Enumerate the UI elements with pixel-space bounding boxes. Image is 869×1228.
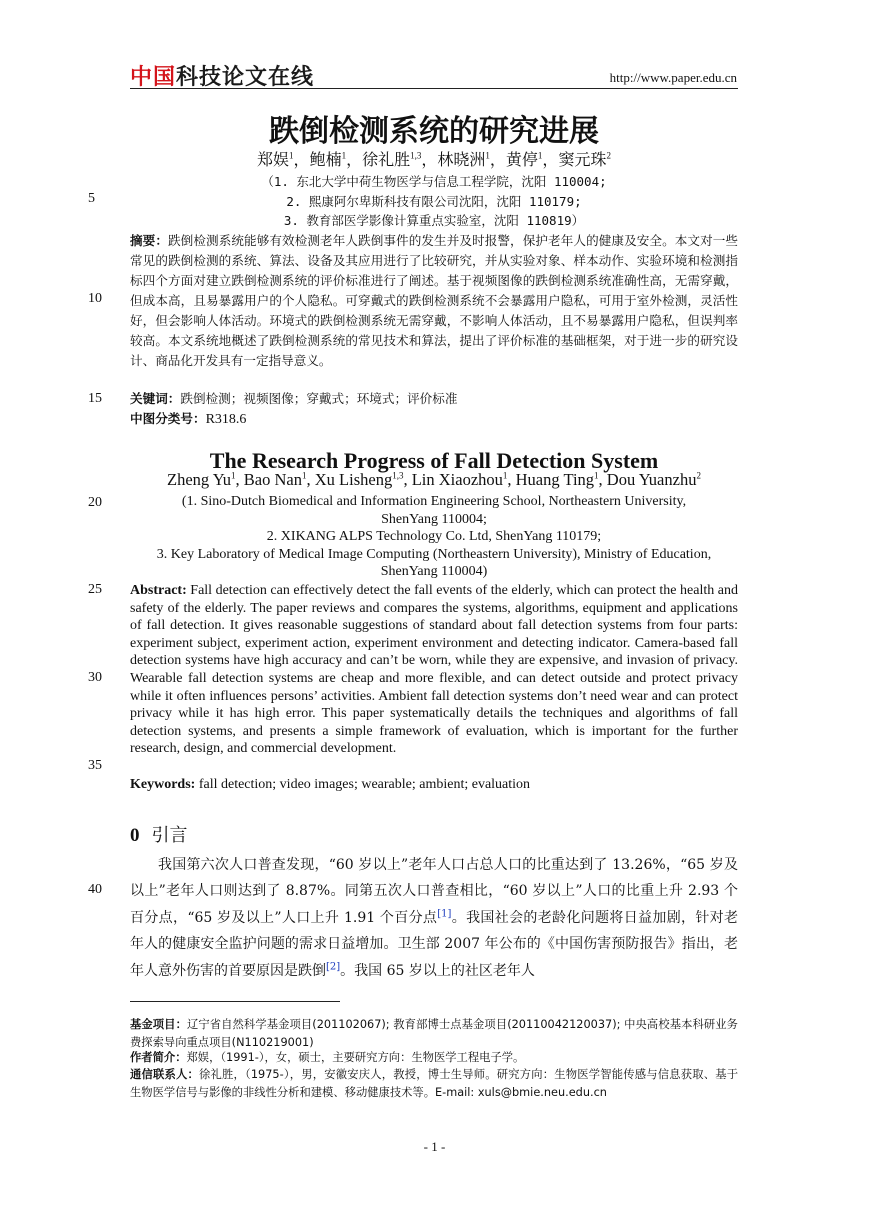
abstract-cn-text: 跌倒检测系统能够有效检测老年人跌倒事件的发生并及时报警，保护老年人的健康及安全。本文对一些常见的跌倒检测的系统、算法、设备及其应用进行了比较研究，并从实验对象、样本动作、实验环境和检测指标四个方面对建立跌倒检测系统的评价标准进行了阐述。基于视频图像的跌倒检测系统准确性高，无需穿戴，但成本高，且易暴露用户的个人隐私。可穿戴式的跌倒检测系统不会暴露用户隐私，可用于室外检测，灵活性好，但会影响人体活动。环境式的跌倒检测系统无需穿戴，不影响人体活动，且不易暴露用户隐私，但误判率较高。本文系统地概述了跌倒检测系统的常见技术和算法，提出了评价标准的基础框架，对于进一步的研究设计、商品化开发具有一定指导意义。 xyxy=(130,233,739,368)
footnote-rule xyxy=(130,1001,340,1002)
line-number: 5 xyxy=(88,191,95,206)
clc-number xyxy=(130,409,738,430)
abstract-en-text: Fall detection can effectively detect the fall events of the elderly, which can protect the health and safety of the elderly. The paper reviews and compares the systems, algorithms, equipment and applications of fall detection. It gives reasonable suggestions of standard about fall detection systems from four parts: experiment subject, experiment action, experiment environment and detecting indicator. Camera-based fall detection systems have high accuracy and can’t be worn, while they are expensive, and invasion of privacy. Wearable fall detection systems are cheap and more flexible, and can detect outside and protect privacy while it often influences persons’ activities. Ambient fall detection systems don’t need wear and can protect privacy while it has high error. This paper systematically details the techniques and algorithms of fall detection systems, and presents a simple framework of evaluation, which is important for the further research, design, and commercial development. xyxy=(130,583,738,757)
affiliation-cn-1: （1. 东北大学中荷生物医学与信息工程学院，沈阳 110004; xyxy=(261,174,607,189)
intro-text-1: 我国第六次人口普查发现，“60 岁以上”老年人口占总人口的比重达到了 13.26%，“65 岁及以上”老年人口则达到了 8.87%。同第五次人口普查相比，“60 岁以上”人口的比重上升 2.93 个百分点，“65 岁及以上”人口上升 1.91 个百分点 xyxy=(130,857,738,926)
title-cn: 跌倒检测系统的研究进展 xyxy=(269,114,599,149)
title-en: The Research Progress of Fall Detection System xyxy=(209,448,659,473)
header-rule xyxy=(130,88,738,89)
line-number: 20 xyxy=(88,495,102,510)
author-en-name: Lin Xiaozhou xyxy=(411,470,503,489)
author-cn-affiliation-mark: 1 xyxy=(485,150,490,161)
journal-logo xyxy=(130,60,314,91)
contact-text: 徐礼胜，（1975-），男，安徽安庆人，教授，博士生导师。研究方向：生物医学智能传感与信息获取、基于生物医学信号与影像的非线性分析和建模、移动健康技术等。E-mail: xuls@bmie.neu.edu.cn xyxy=(130,1068,738,1099)
journal-url[interactable]: http://www.paper.edu.cn xyxy=(609,70,737,85)
abstract-en-label: Abstract: xyxy=(130,583,187,598)
affiliation-cn-2: 2. 熙康阿尔卑斯科技有限公司沈阳，沈阳 110179; xyxy=(286,194,582,209)
affiliation-cn-3: 3. 教育部医学影像计算重点实验室，沈阳 110819） xyxy=(283,213,585,228)
logo-dark-text: 科技论文在线 xyxy=(176,65,315,90)
section-title: 引言 xyxy=(151,825,188,846)
footnote-fund xyxy=(130,1016,738,1051)
intro-text-2: 。我国社会的老龄化问题将日益加剧，针对老年人的健康安全监护问题的需求日益增加。卫生部 2007 年公布的《中国伤害预防报告》指出，老年人意外伤害的首要原因是跌倒 xyxy=(130,909,739,979)
author-bio-text: 郑娱，（1991-），女，硕士，主要研究方向：生物医学工程电子学。 xyxy=(186,1051,525,1064)
author-cn-affiliation-mark: 1 xyxy=(537,150,543,161)
author-cn-name: 黄停 xyxy=(505,152,538,169)
intro-paragraph xyxy=(130,852,738,984)
author-en-affiliation-mark: 2 xyxy=(696,470,701,481)
line-number: 35 xyxy=(88,758,102,773)
author-en-name: Zheng Yu xyxy=(167,470,232,489)
author-bio-label: 作者简介： xyxy=(130,1051,187,1064)
intro-text-3: 。我国 65 岁以上的社区老年人 xyxy=(340,962,535,979)
line-number: 10 xyxy=(88,291,102,306)
affiliation-en-5: ShenYang 110004) xyxy=(380,564,488,579)
line-number: 40 xyxy=(88,882,102,897)
line-number: 15 xyxy=(88,391,102,406)
contact-label: 通信联系人： xyxy=(130,1068,199,1081)
authors-en: Zheng Yu$^1$, Bao Nan$^1$, Xu Lisheng$^{1,3}$, Lin Xiaozhou$^1$, Huang Ting$^1$, Dou Yuanzhu$^2$ xyxy=(167,470,701,489)
footnote-author xyxy=(130,1049,738,1067)
authors-cn: 郑娱$^1$，鲍楠$^1$，徐礼胜$^{1,3}$，林晓洲$^1$，黄停$^1$，窦元珠$^2$ xyxy=(257,150,611,169)
author-cn-affiliation-mark: 1 xyxy=(289,150,294,161)
author-en-name: Xu Lisheng xyxy=(314,470,393,489)
citation-link[interactable]: [2] xyxy=(326,960,341,972)
keywords-en-text: fall detection; video images; wearable; ambient; evaluation xyxy=(195,777,531,792)
citation-link[interactable]: [1] xyxy=(437,908,452,920)
keywords-en xyxy=(130,776,738,794)
affiliation-en-2: ShenYang 110004; xyxy=(381,512,487,527)
section-number: 0 xyxy=(130,825,140,846)
section-heading xyxy=(130,821,188,847)
page-number: - 1 - xyxy=(423,1139,446,1154)
abstract-en xyxy=(130,582,738,758)
affiliation-en-4: 3. Key Laboratory of Medical Image Computing (Northeastern University), Ministry of Education, xyxy=(156,547,712,562)
author-cn-affiliation-mark: 1 xyxy=(341,150,347,161)
author-cn-affiliation-mark: 1,3 xyxy=(410,150,422,161)
abstract-cn-label: 摘要： xyxy=(130,233,169,248)
author-en-name: Huang Ting xyxy=(515,470,595,489)
fund-text: 辽宁省自然科学基金项目(201102067); 教育部博士点基金项目(20110042120037); 中央高校基本科研业务费探索导向重点项目(N110219001) xyxy=(130,1018,738,1049)
affiliation-en-3: 2. XIKANG ALPS Technology Co. Ltd, ShenYang 110179; xyxy=(266,529,602,544)
logo-red-text: 中国 xyxy=(130,65,177,90)
author-cn-name: 林晓洲 xyxy=(437,152,486,169)
author-en-affiliation-mark: 1 xyxy=(302,470,307,481)
clc-text: R318.6 xyxy=(205,412,247,427)
fund-label: 基金项目： xyxy=(130,1018,187,1031)
author-en-name: Dou Yuanzhu xyxy=(606,470,697,489)
author-en-affiliation-mark: 1 xyxy=(594,470,599,481)
line-number: 25 xyxy=(88,582,102,597)
keywords-en-label: Keywords: xyxy=(130,777,196,792)
keywords-cn-text: 跌倒检测；视频图像；穿戴式；环境式；评价标准 xyxy=(180,391,458,406)
author-cn-name: 窦元珠 xyxy=(558,152,607,169)
author-en-affiliation-mark: 1 xyxy=(231,470,236,481)
keywords-cn-label: 关键词： xyxy=(130,391,181,406)
keywords-cn xyxy=(130,389,738,409)
author-en-name: Bao Nan xyxy=(243,470,302,489)
author-en-affiliation-mark: 1,3 xyxy=(392,470,404,481)
author-cn-name: 鲍楠 xyxy=(309,152,342,169)
affiliation-en-1: (1. Sino-Dutch Biomedical and Information Engineering School, Northeastern University, xyxy=(181,494,687,509)
clc-label: 中图分类号： xyxy=(130,411,206,426)
footnote-contact xyxy=(130,1066,738,1101)
abstract-cn xyxy=(130,231,738,371)
author-cn-affiliation-mark: 2 xyxy=(606,150,611,161)
author-cn-name: 郑娱 xyxy=(257,152,290,169)
author-en-affiliation-mark: 1 xyxy=(502,470,508,481)
line-number: 30 xyxy=(88,670,102,685)
author-cn-name: 徐礼胜 xyxy=(362,152,411,169)
